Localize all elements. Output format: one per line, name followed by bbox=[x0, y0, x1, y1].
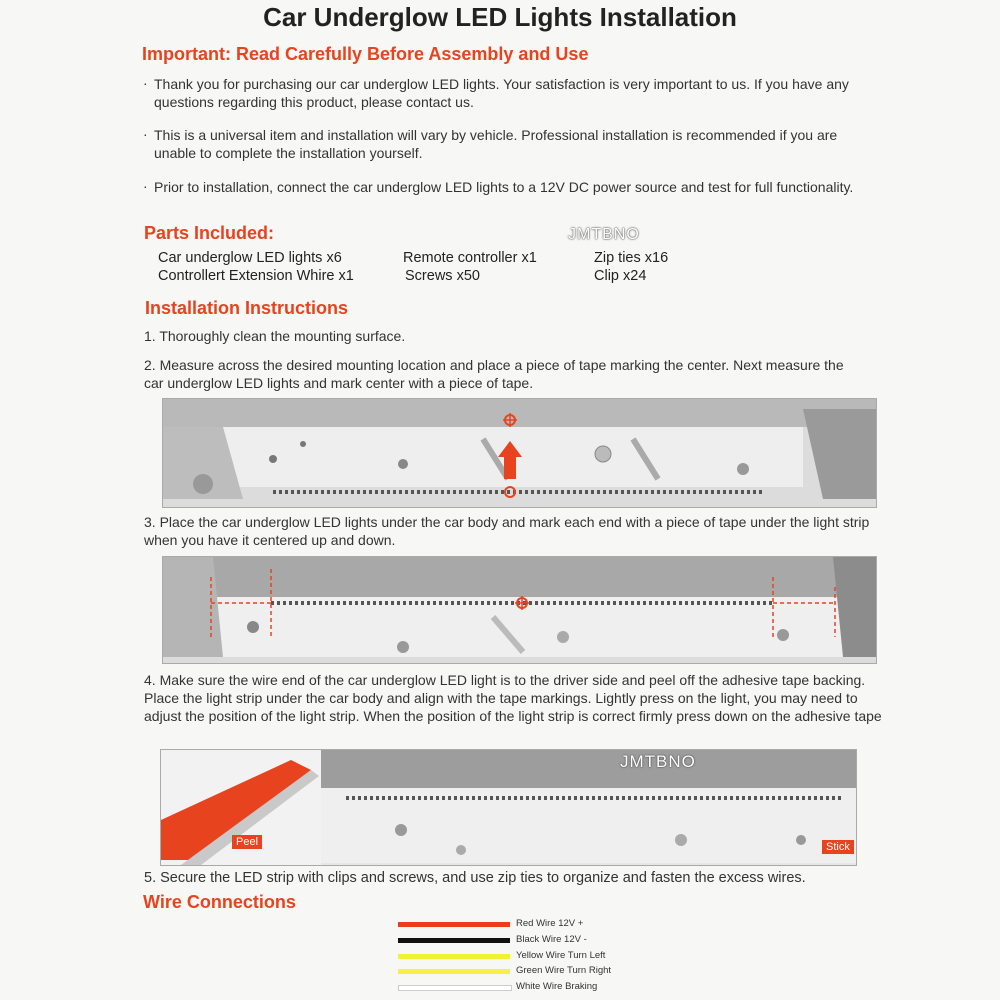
stick-label: Stick bbox=[822, 840, 854, 854]
parts-item: Car underglow LED lights x6 bbox=[158, 250, 342, 266]
wire-label: White Wire Braking bbox=[516, 981, 598, 992]
wire-swatch bbox=[398, 954, 510, 959]
parts-item: Controllert Extension Whire x1 bbox=[158, 268, 354, 284]
wire-swatch bbox=[398, 938, 510, 943]
illustration-end-marks bbox=[162, 556, 877, 664]
parts-heading: Parts Included: bbox=[144, 223, 275, 243]
watermark: JMTBNO bbox=[620, 752, 696, 771]
illustration-peel-stick bbox=[160, 749, 857, 866]
important-bullet-1: · Thank you for purchasing our car underglow LED lights. Your satisfaction is very important to us. If you have any questions regarding this product, please contact us. bbox=[143, 75, 849, 110]
wire-connections-heading: Wire Connections bbox=[143, 892, 296, 912]
parts-item: Clip x24 bbox=[594, 268, 647, 284]
wire-label: Black Wire 12V - bbox=[516, 934, 587, 945]
important-heading: Important: Read Carefully Before Assembly and Use bbox=[142, 44, 589, 64]
page-title: Car Underglow LED Lights Installation bbox=[263, 2, 737, 32]
wire-swatch bbox=[398, 985, 512, 991]
step-4: 4. Make sure the wire end of the car underglow LED light is to the driver side and peel off the adhesive tape backing. Place the light strip under the car body and align with the tape markings. Lightly press on the light, you may need to adjust the position of the light strip. When the position of the light strip is correct firmly press down on the adhesive tape bbox=[144, 672, 882, 724]
wire-label: Green Wire Turn Right bbox=[516, 965, 612, 976]
peel-label: Peel bbox=[232, 835, 262, 849]
illustration-center-mark bbox=[162, 398, 877, 508]
step-5: 5. Secure the LED strip with clips and screws, and use zip ties to organize and fasten the excess wires. bbox=[144, 870, 806, 886]
wire-label: Yellow Wire Turn Left bbox=[516, 950, 606, 961]
installation-heading: Installation Instructions bbox=[145, 298, 349, 318]
step-3: 3. Place the car underglow LED lights under the car body and mark each end with a piece of tape under the light strip when you have it centered up and down. bbox=[144, 514, 870, 548]
wire-swatch bbox=[398, 922, 510, 927]
important-bullet-3: · Prior to installation, connect the car underglow LED lights to a 12V DC power source and test for full functionality. bbox=[143, 178, 854, 195]
wire-label: Red Wire 12V + bbox=[516, 918, 584, 929]
parts-item: Remote controller x1 bbox=[403, 250, 537, 266]
step-1: 1. Thoroughly clean the mounting surface. bbox=[144, 328, 406, 344]
important-bullet-2: · This is a universal item and installation will vary by vehicle. Professional installation is recommended if you are unable to complete the installation yourself. bbox=[143, 126, 838, 161]
step-2: 2. Measure across the desired mounting location and place a piece of tape marking the center. Next measure the car underglow LED lights and mark center with a piece of tape. bbox=[144, 357, 844, 391]
wire-swatch bbox=[398, 969, 510, 974]
parts-item: Zip ties x16 bbox=[594, 250, 669, 266]
parts-item: Screws x50 bbox=[405, 268, 480, 284]
watermark: JMTBNO bbox=[568, 226, 640, 243]
